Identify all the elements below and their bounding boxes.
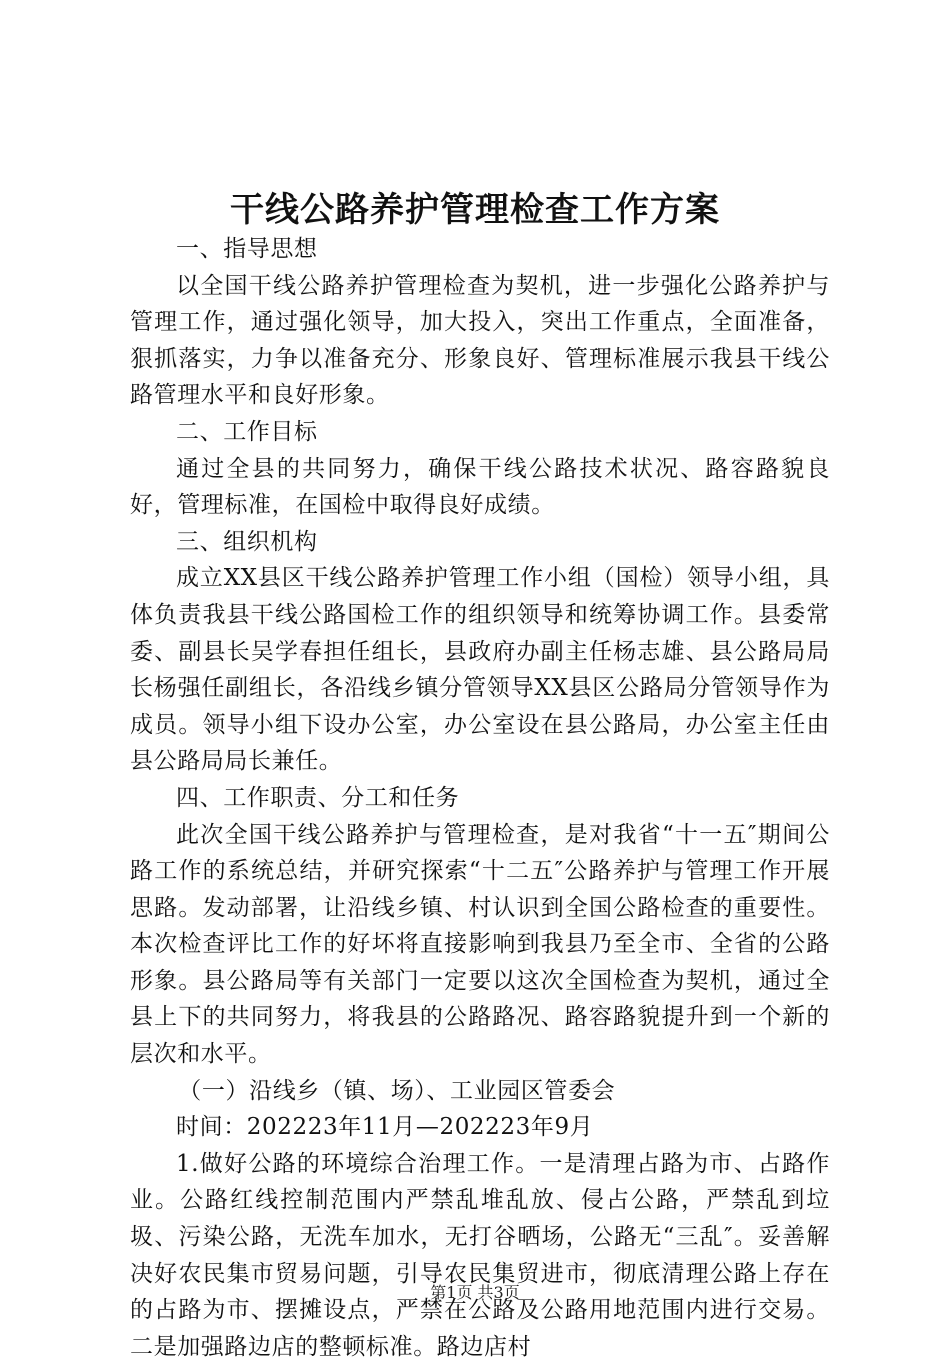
section-heading: 四、工作职责、分工和任务 — [176, 784, 460, 811]
document-body — [130, 231, 830, 1365]
paragraph: 此次全国干线公路养护与管理检查，是对我省“十一五″期间公路工作的系统总结，并研究探索“十二五″公路养护与管理工作开展思路。发动部署，让沿线乡镇、村认识到全国公路检查的重要性。本次检查评比工作的好坏将直接影响到我县乃至全市、全省的公路形象。县公路局等有关部门一定要以这次全国检查为契机，通过全县上下的共同努力，将我县的公路路况、路容路貌提升到一个新的层次和水平。 — [130, 821, 830, 1068]
time-line: 时间：202223年11月—202223年9月 — [176, 1114, 594, 1141]
page-footer: 第1页 共3页 — [430, 1283, 520, 1302]
subsection-heading: （一）沿线乡（镇、场）、工业园区管委会 — [178, 1077, 616, 1104]
document-title: 干线公路养护管理检查工作方案 — [230, 190, 720, 230]
section-heading: 三、组织机构 — [176, 528, 318, 555]
paragraph: 1.做好公路的环境综合治理工作。一是清理占路为市、占路作业。公路红线控制范围内严禁乱堆乱放、侵占公路，严禁乱到垃圾、污染公路，无洗车加水，无打谷晒场，公路无“三乱″。妥善解决好农民集市贸易问题，引导农民集贸进市，彻底清理公路上存在的占路为市、摆摊设点，严禁在公路及公路用地范围内进行交易。二是加强路边店的整顿标准。路边店村 — [130, 1150, 830, 1360]
section-heading: 一、指导思想 — [176, 236, 318, 262]
paragraph: 成立XX县区干线公路养护管理工作小组（国检）领导小组，具体负责我县干线公路国检工作的组织领导和统筹协调工作。县委常委、副县长吴学春担任组长，县政府办副主任杨志雄、县公路局局长杨强任副组长，各沿线乡镇分管领导XX县区公路局分管领导作为成员。领导小组下设办公室，办公室设在县公路局，办公室主任由县公路局局长兼任。 — [130, 565, 830, 775]
paragraph: 以全国干线公路养护管理检查为契机，进一步强化公路养护与管理工作，通过强化领导，加大投入，突出工作重点，全面准备，狠抓落实，力争以准备充分、形象良好、管理标准展示我县干线公路管理水平和良好形象。 — [130, 272, 830, 409]
section-heading: 二、工作目标 — [176, 418, 318, 445]
paragraph: 通过全县的共同努力，确保干线公路技术状况、路容路貌良好，管理标准，在国检中取得良好成绩。 — [130, 455, 830, 519]
